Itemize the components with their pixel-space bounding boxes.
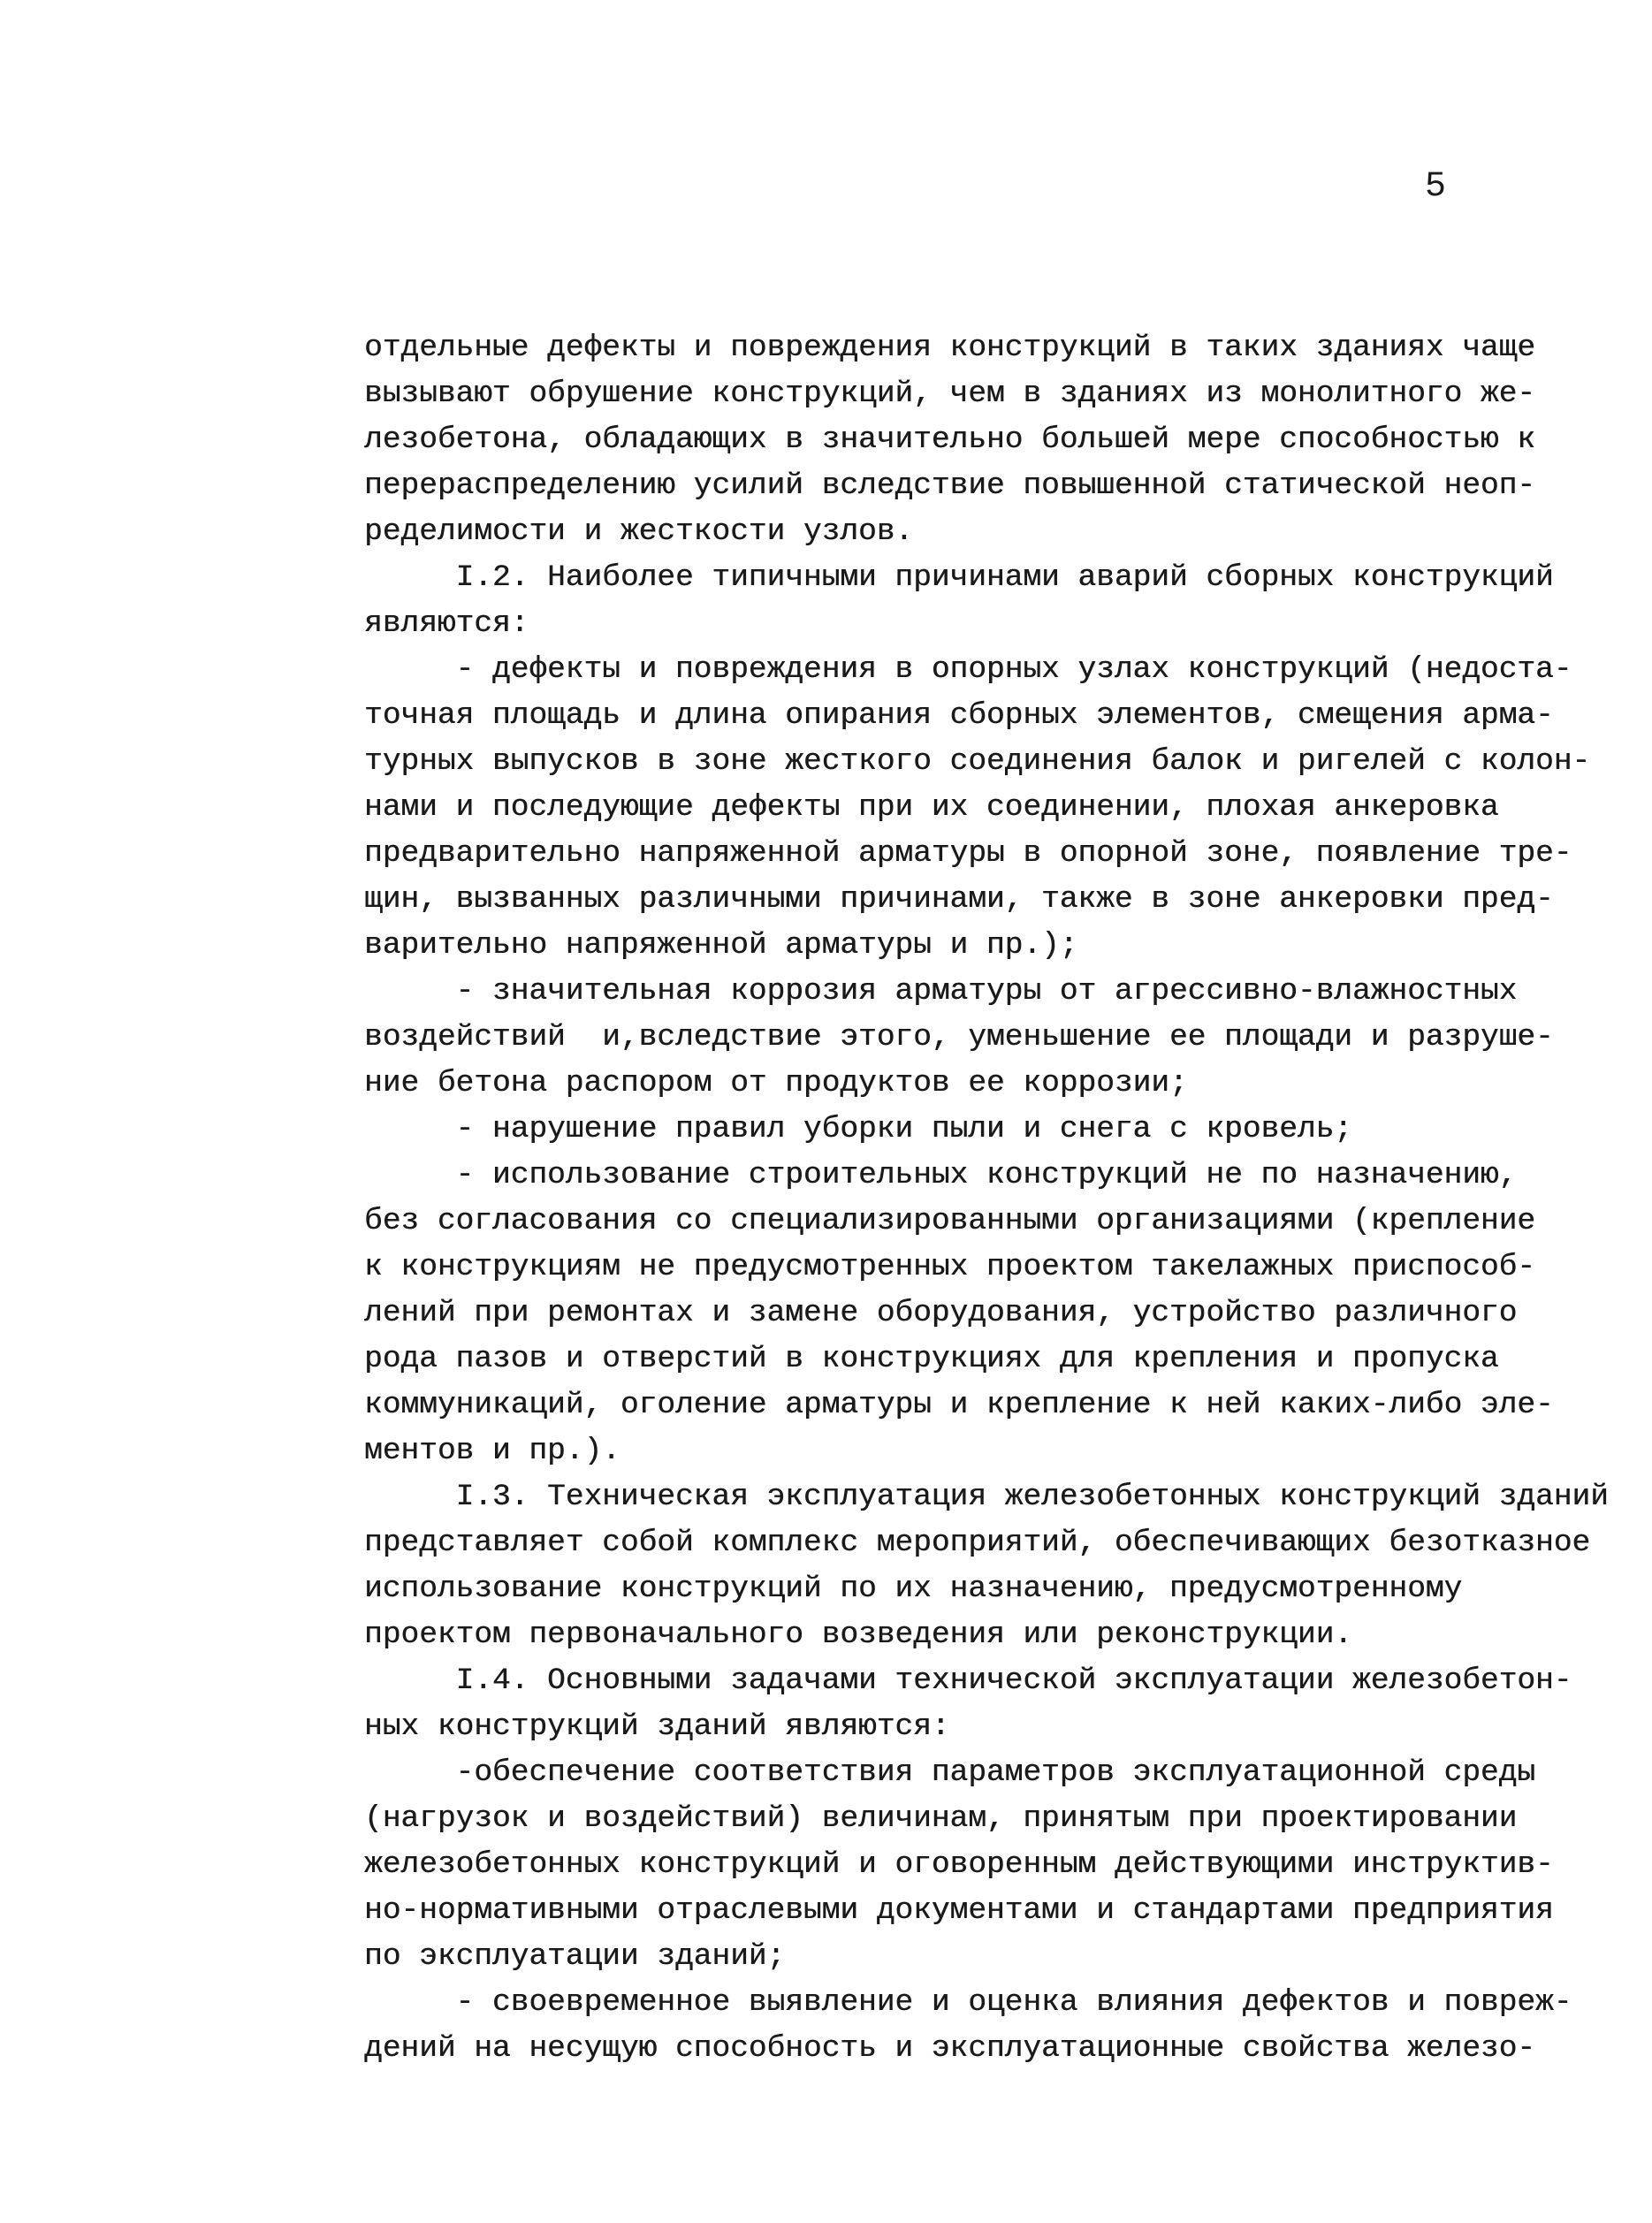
list-item-start: - значительная коррозия арматуры от агрессивно-влажностных xyxy=(364,974,1518,1009)
text-line: отдельные дефекты и повреждения конструкций в таких зданиях чаще xyxy=(364,331,1536,365)
text-line: по эксплуатации зданий; xyxy=(364,1939,786,1974)
text-line: железобетонных конструкций и оговоренным действующими инструктив- xyxy=(364,1847,1554,1882)
text-line: предварительно напряженной арматуры в опорной зоне, появление тре- xyxy=(364,836,1572,871)
text-line: коммуникаций, оголение арматуры и крепление к ней каких-либо эле- xyxy=(364,1388,1554,1422)
text-line: лезобетона, обладающих в значительно большей мере способностью к xyxy=(364,423,1536,457)
text-line: являются: xyxy=(364,606,529,641)
text-line: точная площадь и длина опирания сборных элементов, смещения арма- xyxy=(364,698,1554,733)
section-heading-1-2: I.2. Наиболее типичными причинами аварий сборных конструкций xyxy=(364,560,1554,595)
text-line: ределимости и жесткости узлов. xyxy=(364,514,914,549)
body-text xyxy=(364,325,1609,2072)
text-line: но-нормативными отраслевыми документами и стандартами предприятия xyxy=(364,1893,1554,1928)
list-item-start: - дефекты и повреждения в опорных узлах конструкций (недоста- xyxy=(364,652,1572,687)
text-line: варительно напряженной арматуры и пр.); xyxy=(364,928,1078,963)
list-item-start: - своевременное выявление и оценка влияния дефектов и повреж- xyxy=(364,1985,1572,2020)
text-line: (нагрузок и воздействий) величинам, принятым при проектировании xyxy=(364,1801,1518,1836)
text-line: к конструкциям не предусмотренных проектом такелажных приспособ- xyxy=(364,1250,1536,1284)
text-line: щин, вызванных различными причинами, также в зоне анкеровки пред- xyxy=(364,882,1554,917)
text-line: турных выпусков в зоне жесткого соединения балок и ригелей с колон- xyxy=(364,744,1591,779)
text-line: ментов и пр.). xyxy=(364,1434,620,1468)
text-line: использование конструкций по их назначению, предусмотренному xyxy=(364,1572,1463,1606)
text-line: без согласования со специализированными организациями (крепление xyxy=(364,1204,1536,1238)
list-item-start: - нарушение правил уборки пыли и снега с кровель; xyxy=(364,1112,1352,1146)
text-line: ных конструкций зданий являются: xyxy=(364,1709,950,1744)
text-line: перераспределению усилий вследствие повышенной статической неоп- xyxy=(364,468,1536,503)
text-line: ние бетона распором от продуктов ее коррозии; xyxy=(364,1066,1188,1100)
text-line: представляет собой комплекс мероприятий, обеспечивающих безотказное xyxy=(364,1526,1591,1560)
text-line: вызывают обрушение конструкций, чем в зданиях из монолитного же- xyxy=(364,377,1536,411)
text-line: лений при ремонтах и замене оборудования, устройство различного xyxy=(364,1296,1518,1330)
page-number: 5 xyxy=(1425,167,1447,207)
text-line: воздействий и,вследствие этого, уменьшение ее площади и разруше- xyxy=(364,1020,1554,1054)
section-heading-1-3: I.3. Техническая эксплуатация железобетонных конструкций зданий xyxy=(364,1480,1609,1514)
text-line: рода пазов и отверстий в конструкциях для крепления и пропуска xyxy=(364,1342,1499,1376)
section-heading-1-4: I.4. Основными задачами технической эксплуатации железобетон- xyxy=(364,1663,1572,1698)
text-line: дений на несущую способность и эксплуатационные свойства железо- xyxy=(364,2031,1536,2066)
list-item-start: - использование строительных конструкций не по назначению, xyxy=(364,1158,1518,1192)
text-line: нами и последующие дефекты при их соединении, плохая анкеровка xyxy=(364,790,1499,825)
text-line: проектом первоначального возведения или реконструкции. xyxy=(364,1618,1352,1652)
list-item-start: -обеспечение соответствия параметров эксплуатационной среды xyxy=(364,1755,1536,1790)
